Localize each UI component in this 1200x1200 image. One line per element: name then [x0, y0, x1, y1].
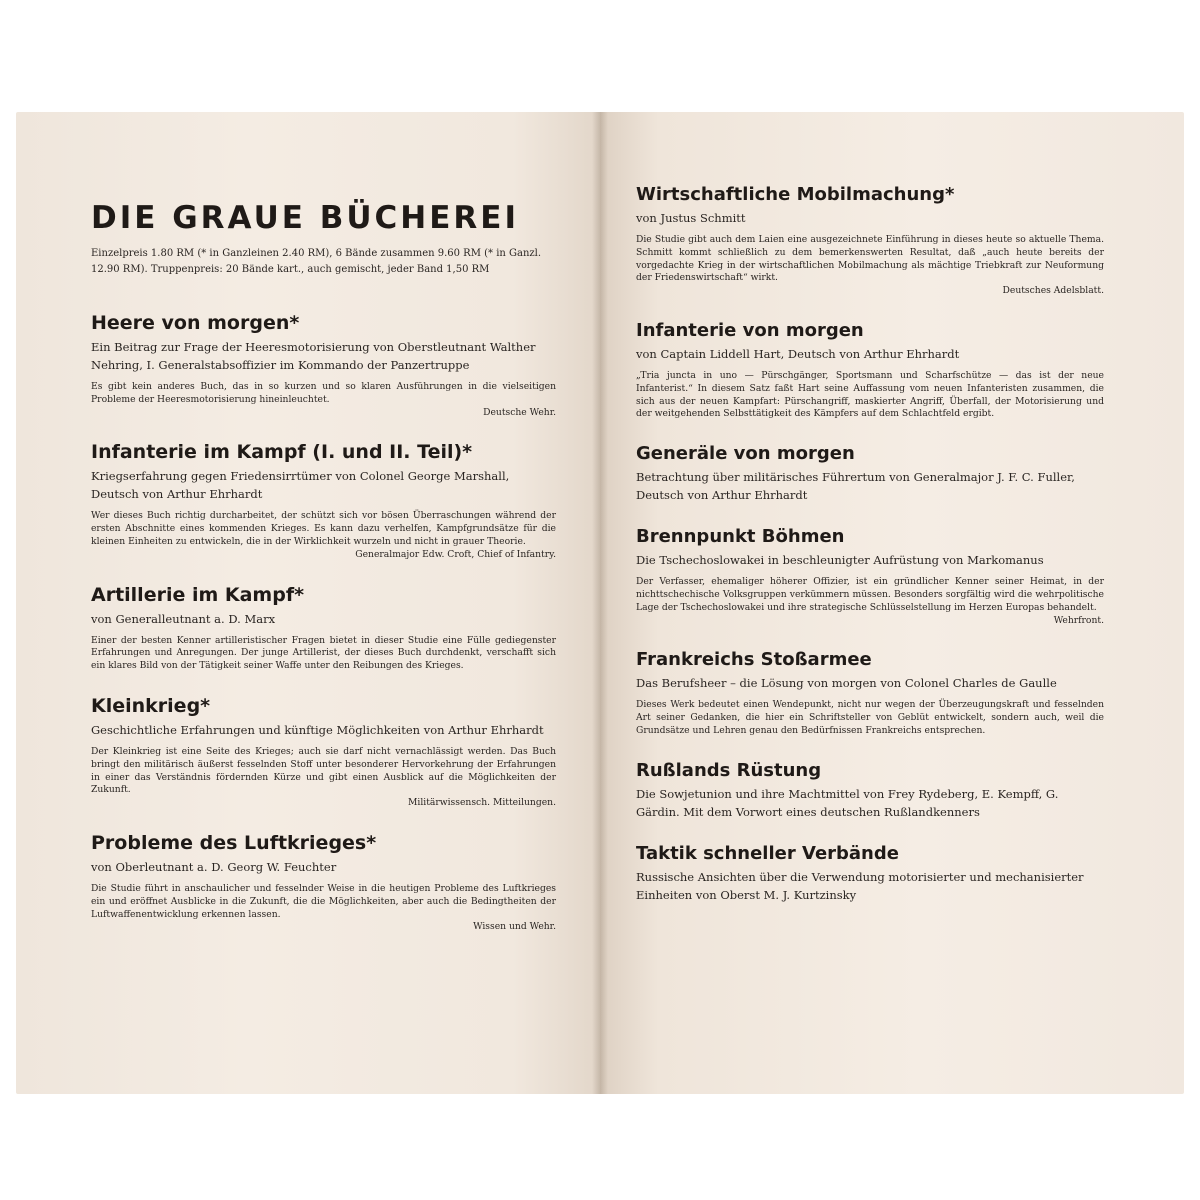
review-source: Generalmajor Edw. Croft, Chief of Infantry.: [355, 548, 556, 560]
book-entry: [91, 312, 556, 419]
review-source: Deutsche Wehr.: [483, 406, 556, 418]
book-title: Taktik schneller Verbände: [636, 842, 899, 864]
book-subtitle: von Captain Liddell Hart, Deutsch von Arthur Ehrhardt: [636, 346, 960, 361]
book-subtitle: von Justus Schmitt: [636, 211, 746, 225]
book-description: Einer der besten Kenner artilleristischer Fragen bietet in dieser Studie eine Fülle gediegenster Erfahrungen und Anregungen. Der junge Artillerist, der dieses Buch durchdenkt, verschafft sich ein klares Bild von der Tätigkeit seiner Waffe unter den Reibungen des Krieges.: [91, 634, 556, 672]
book-description: Der Kleinkrieg ist eine Seite des Krieges; auch sie darf nicht vernachlässigt werden. Das Buch bringt den militärisch äußerst fesselnden Stoff unter besonderer Hervorkehrung der Erfahrungen in einer das Verständnis fördernden Kürze und gibt einen Ausblick auf die Möglichkeiten der Zukunft.: [91, 745, 556, 796]
book-entry: [636, 526, 1104, 627]
book-description: Es gibt kein anderes Buch, das in so kurzen und so klaren Ausführungen in die vielseitigen Probleme der Heeresmotorisierung hineinleuchtet.: [91, 381, 556, 405]
book-title: Wirtschaftliche Mobilmachung*: [636, 184, 955, 205]
review-source: Deutsches Adelsblatt.: [1002, 285, 1104, 297]
book-description: Dieses Werk bedeutet einen Wendepunkt, nicht nur wegen der Überzeugungskraft und fesselnden Art seiner Gedanken, die hier ein Schriftsteller von Geblüt entwickelt, sondern auch, weil die Grundsätze und Lehren genau den Bedürfnissen Frankreichs entsprechen.: [636, 699, 1104, 736]
book-gutter: [592, 112, 608, 1094]
left-page: [16, 112, 600, 1094]
book-entry: [636, 843, 1104, 904]
book-title: Generäle von morgen: [636, 443, 855, 465]
price-info: Einzelpreis 1.80 RM (* in Ganzleinen 2.40 RM), 6 Bände zusammen 9.60 RM (* in Ganzl. 12.90 RM). Truppenpreis: 20 Bände kart., auch gemischt, jeder Band 1,50 RM: [91, 248, 542, 275]
book-title: Brennpunkt Böhmen: [636, 526, 845, 548]
book-description: Der Verfasser, ehemaliger höherer Offizier, ist ein gründlicher Kenner seiner Heimat, in der nichttschechische Volksgruppen verkümmern müssen. Besonders sorgfältig wird die wehrpolitische Lage der Tschechoslowakei und ihre strategische Schlüsselstellung im Herzen Europas behandelt.: [636, 576, 1104, 613]
review-source: Wissen und Wehr.: [473, 921, 556, 933]
book-title: Artillerie im Kampf*: [91, 583, 305, 606]
book-entry: [636, 320, 1104, 421]
book-description: Die Studie gibt auch dem Laien eine ausgezeichnete Einführung in dieses heute so aktuelle Thema. Schmitt kommt schließlich zu dem bemerkenswerten Resultat, daß „auch heute bereits der vorgedachte Krieg in der wirtschaftlichen Mobilmachung als mächtige Triebkraft zur Neuformung der Friedenswirtschaft“ wirkt.: [636, 234, 1104, 284]
open-book: [16, 112, 1184, 1094]
book-entry: [636, 443, 1104, 504]
book-subtitle: von Oberleutnant a. D. Georg W. Feuchter: [91, 859, 337, 874]
book-description: „Tria juncta in uno — Pürschgänger, Sportsmann und Scharfschütze — das ist der neue Infanterist.“ In diesem Satz faßt Hart seine Auffassung vom neuen Infanteristen zusammen, die sich aus der neuen Kampfart: Pürschangriff, maskierter Angriff, Überfall, der Motorisierung und der weitgehenden Selbsttätigkeit des Kämpfers auf dem Schlachtfeld ergibt.: [636, 369, 1104, 420]
book-title: Kleinkrieg*: [91, 694, 211, 717]
book-subtitle: Die Tschechoslowakei in beschleunigter Aufrüstung von Markomanus: [636, 553, 1044, 568]
book-title: Heere von morgen*: [91, 312, 300, 334]
book-description: Die Studie führt in anschaulicher und fesselnder Weise in die heutigen Probleme des Luftkrieges ein und eröffnet Ausblicke in die Zukunft, die die Möglichkeiten, aber auch die Bedingtheiten der Luftwaffenentwicklung erkennen lassen.: [91, 882, 556, 920]
book-entry: [636, 184, 1104, 298]
book-entry: [636, 760, 1104, 821]
book-title: Infanterie von morgen: [636, 319, 864, 341]
review-source: Militärwissensch. Mitteilungen.: [407, 797, 556, 809]
book-description: Wer dieses Buch richtig durcharbeitet, der schützt sich vor bösen Überraschungen während der ersten Abschnitte eines kommenden Krieges. Es kann dazu verhelfen, Kampfgrundsätze für die kleinen Einheiten zu entwickeln, die in der Wirklichkeit wurzeln und nicht in grauer Theorie.: [91, 510, 556, 547]
book-entry: [636, 649, 1104, 737]
book-title: Frankreichs Stoßarmee: [636, 649, 872, 671]
book-entry: [91, 832, 556, 934]
book-title: Rußlands Rüstung: [636, 759, 822, 781]
book-subtitle: von Generalleutnant a. D. Marx: [91, 611, 276, 626]
right-page: [600, 112, 1184, 1094]
book-subtitle: Betrachtung über militärisches Führertum von Generalmajor J. F. C. Fuller, Deutsch von Arthur Ehrhardt: [636, 470, 1075, 503]
book-subtitle: Das Berufsheer – die Lösung von morgen von Colonel Charles de Gaulle: [636, 676, 1057, 691]
book-subtitle: Geschichtliche Erfahrungen und künftige Möglichkeiten von Arthur Ehrhardt: [91, 722, 544, 737]
book-entry: [91, 695, 556, 810]
book-entry: [91, 584, 556, 673]
book-subtitle: Die Sowjetunion und ihre Machtmittel von Frey Rydeberg, E. Kempff, G. Gärdin. Mit dem Vorwort eines deutschen Rußlandkenners: [636, 786, 1059, 819]
review-source: Wehrfront.: [1053, 614, 1104, 626]
book-subtitle: Russische Ansichten über die Verwendung motorisierter und mechanisierter Einheiten von Oberst M. J. Kurtzinsky: [636, 869, 1084, 902]
book-title: Infanterie im Kampf (I. und II. Teil)*: [91, 441, 473, 464]
book-subtitle: Ein Beitrag zur Frage der Heeresmotorisierung von Oberstleutnant Walther Nehring, I. Generalstabsoffizier im Kommando der Panzertruppe: [91, 340, 536, 372]
book-subtitle: Kriegserfahrung gegen Friedensirrtümer von Colonel George Marshall, Deutsch von Arthur Ehrhardt: [91, 469, 510, 502]
catalog-title: DIE GRAUE BÜCHEREI: [91, 200, 519, 236]
book-entry: [91, 441, 556, 561]
book-title: Probleme des Luftkrieges*: [91, 831, 377, 854]
